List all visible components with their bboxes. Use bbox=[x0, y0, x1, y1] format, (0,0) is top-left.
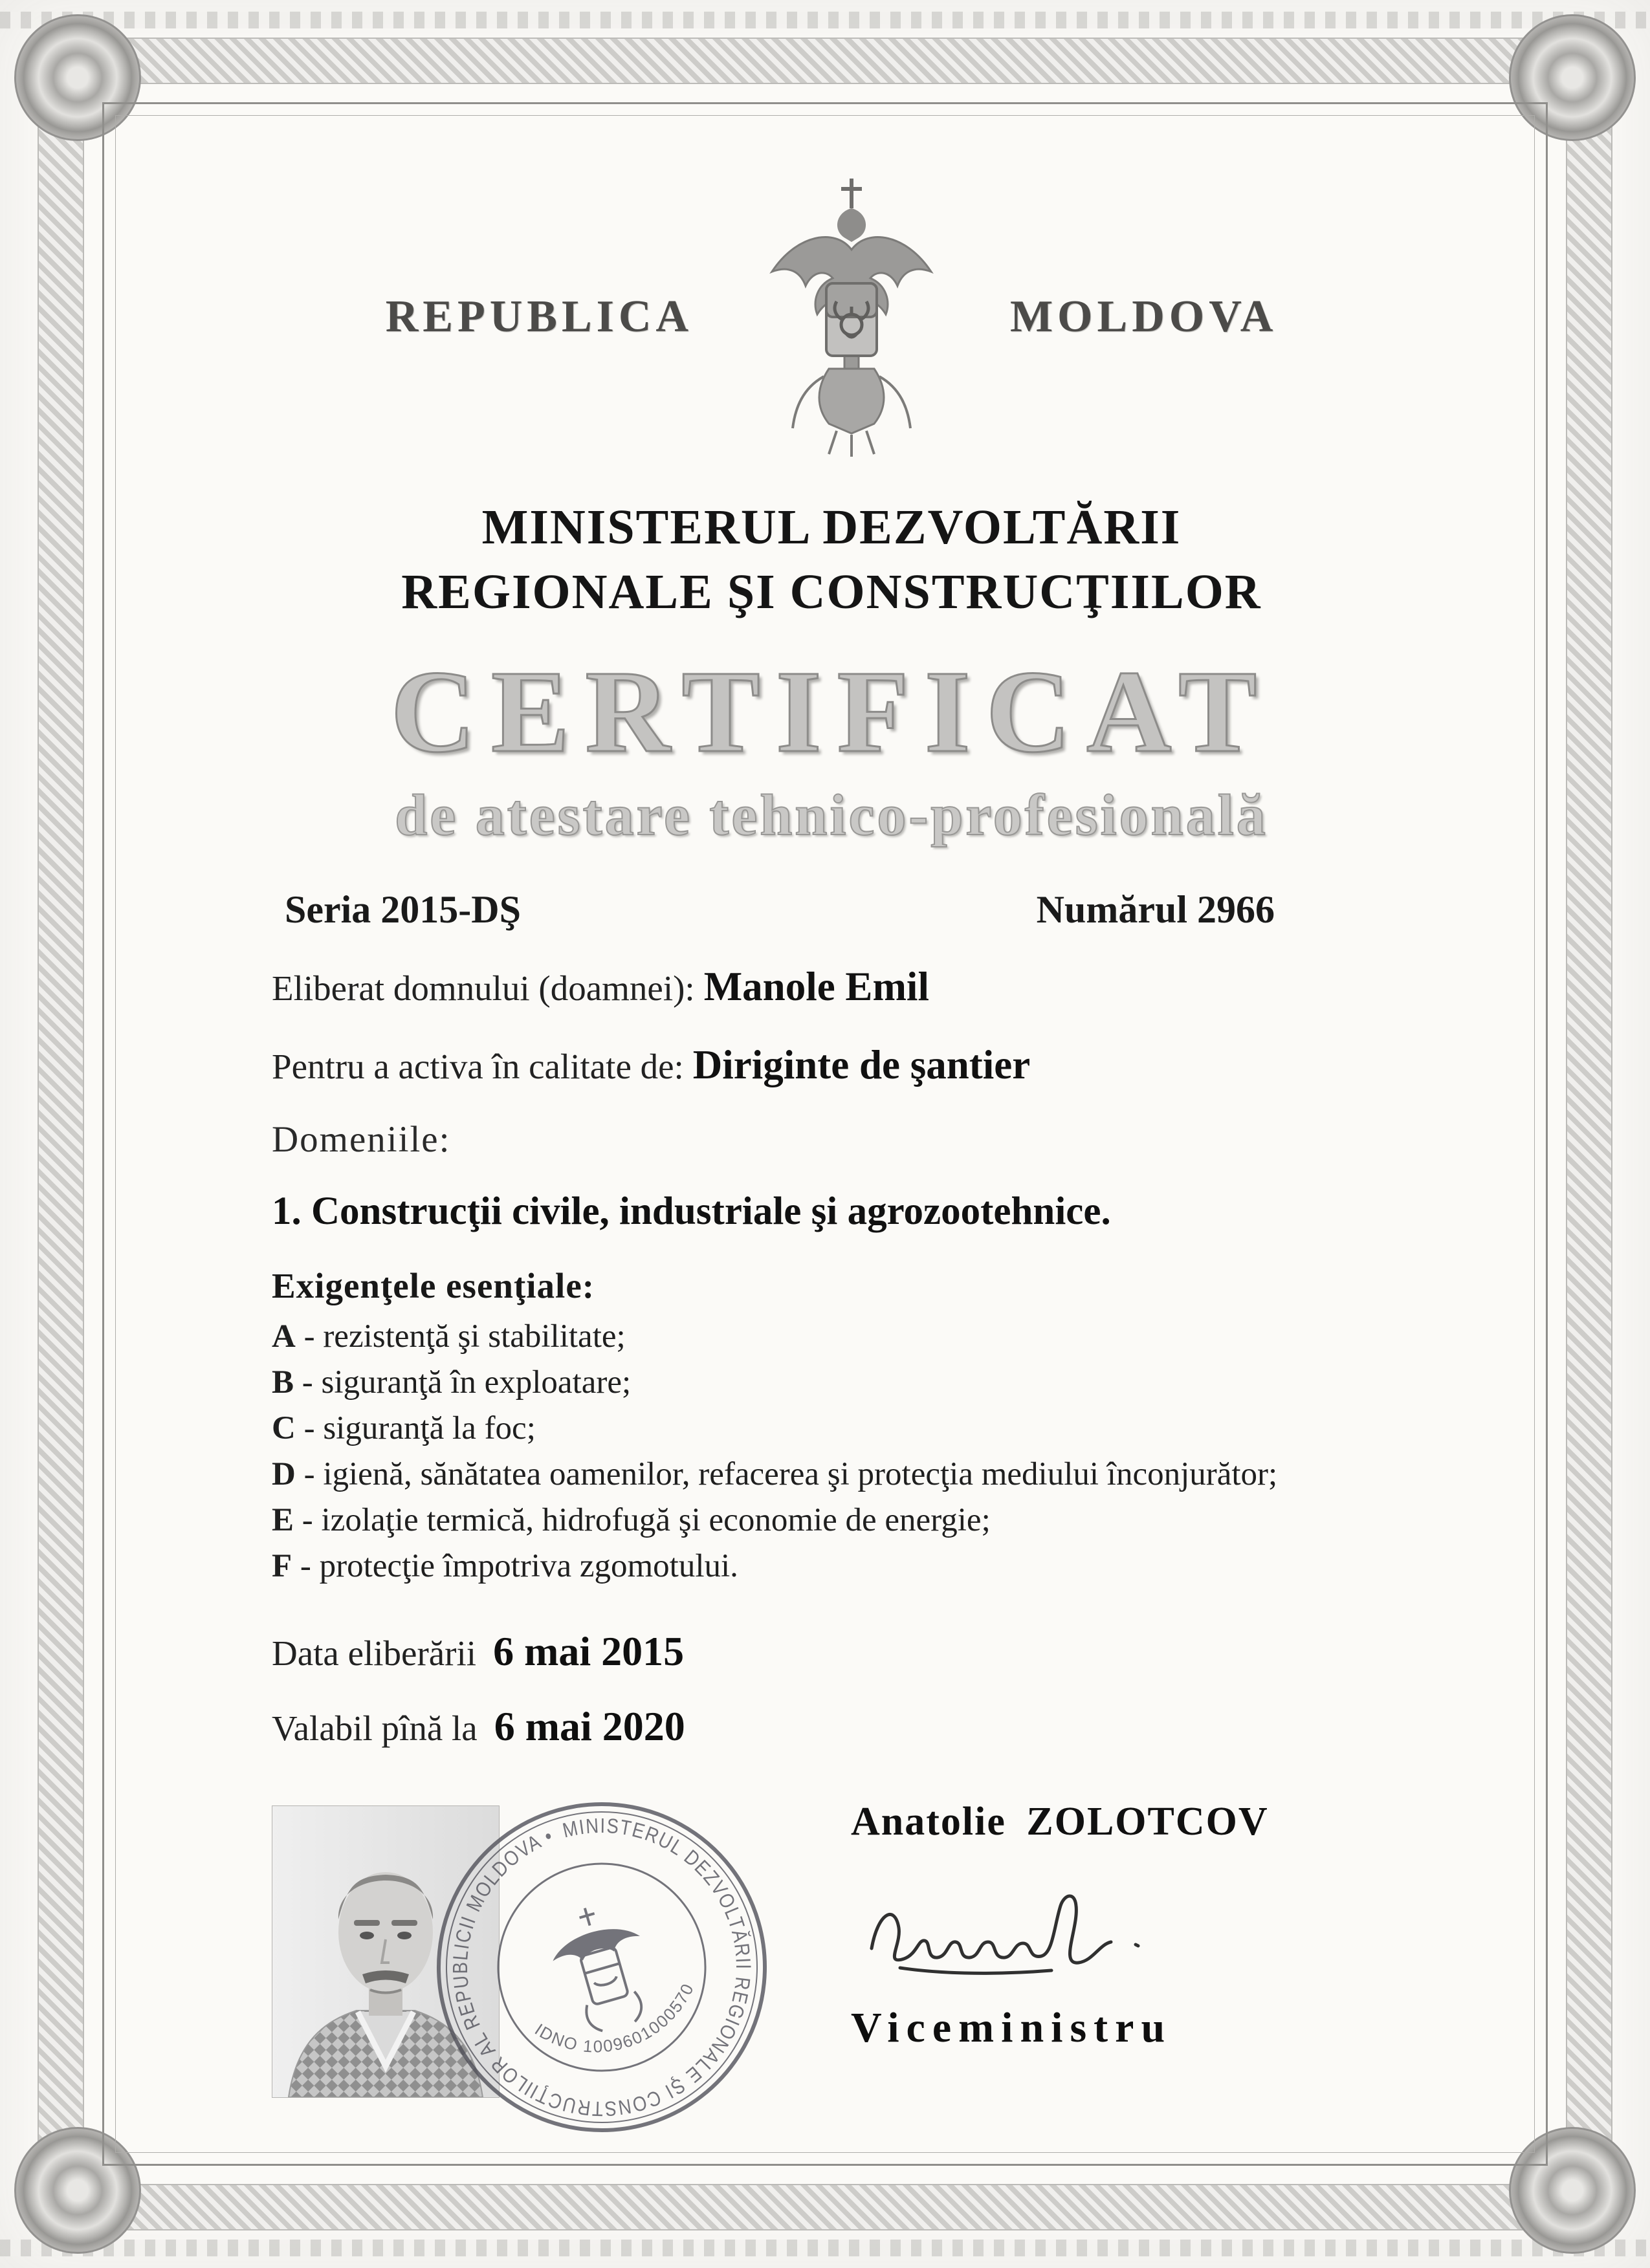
requirement-letter: C bbox=[272, 1410, 296, 1446]
requirement-item-d bbox=[272, 1456, 1430, 1493]
requirement-letter: B bbox=[272, 1364, 294, 1401]
issue-date-value: 6 mai 2015 bbox=[493, 1628, 685, 1674]
number-value: Numărul 2966 bbox=[1036, 888, 1275, 931]
requirement-text: - rezistenţă şi stabilitate; bbox=[295, 1318, 626, 1355]
requirement-item-f bbox=[272, 1547, 1430, 1585]
certificate-content bbox=[233, 149, 1430, 2187]
requirement-item-b bbox=[272, 1364, 1430, 1401]
certificate-title: CERTIFICAT bbox=[390, 646, 1273, 777]
capacity-row bbox=[233, 1041, 1430, 1089]
issued-to-name: Manole Emil bbox=[703, 963, 929, 1009]
requirement-text: - igienă, sănătatea oamenilor, refacerea şi protecţia mediului înconjurător; bbox=[295, 1456, 1278, 1492]
requirement-text: - siguranţă la foc; bbox=[295, 1410, 536, 1446]
requirement-text: - siguranţă în exploatare; bbox=[294, 1364, 632, 1401]
capacity-label: Pentru a activa în calitate de: bbox=[272, 1046, 684, 1086]
serial-row bbox=[233, 888, 1430, 932]
domain-item-1: 1. Construcţii civile, industriale şi agrozootehnice. bbox=[272, 1189, 1111, 1233]
border-band-right bbox=[1566, 38, 1612, 2230]
handwritten-signature bbox=[857, 1867, 1194, 1996]
stamp-idno-text: IDNO 1009601000570 bbox=[531, 1979, 698, 2056]
requirement-text: - protecţie împotriva zgomotului. bbox=[292, 1547, 738, 1584]
valid-until-label: Valabil pînă la bbox=[272, 1708, 478, 1748]
certificate-subtitle: de atestare tehnico-profesională bbox=[395, 783, 1268, 847]
border-band-bottom bbox=[38, 2184, 1612, 2230]
header-row bbox=[233, 175, 1430, 459]
issue-date-label: Data eliberării bbox=[272, 1633, 477, 1673]
capacity-value: Diriginte de şantier bbox=[692, 1041, 1031, 1087]
moldova-coat-of-arms-icon bbox=[764, 175, 939, 459]
signatory-name: Anatolie ZOLOTCOV bbox=[851, 1799, 1269, 1844]
issue-date-row bbox=[233, 1628, 1430, 1675]
stamp-ring-text: MINISTERUL DEZVOLTĂRII REGIONALE ŞI CONSTRUCŢIILOR AL REPUBLICII MOLDOVA • bbox=[448, 1813, 755, 2121]
requirement-item-a bbox=[272, 1318, 1430, 1355]
issued-to-label: Eliberat domnului (doamnei): bbox=[272, 968, 695, 1008]
country-name-right: MOLDOVA bbox=[1009, 292, 1278, 342]
edge-ornament-top bbox=[0, 12, 1650, 28]
requirements-list bbox=[233, 1318, 1430, 1585]
requirement-letter: F bbox=[272, 1547, 292, 1584]
requirement-letter: E bbox=[272, 1501, 294, 1538]
issued-to-row bbox=[233, 963, 1430, 1010]
bottom-section bbox=[233, 1799, 1430, 2187]
round-ministry-stamp bbox=[427, 1793, 776, 2142]
requirement-item-c bbox=[272, 1410, 1430, 1447]
edge-ornament-bottom bbox=[0, 2240, 1650, 2256]
requirement-text: - izolaţie termică, hidrofugă şi economie de energie; bbox=[294, 1501, 991, 1538]
requirement-letter: A bbox=[272, 1318, 296, 1355]
border-band-left bbox=[38, 38, 84, 2230]
border-band-top bbox=[38, 38, 1612, 84]
signatory-title: Viceministru bbox=[851, 2003, 1172, 2051]
domains-label: Domeniile: bbox=[272, 1118, 451, 1160]
country-name-left: REPUBLICA bbox=[385, 292, 693, 342]
requirement-item-e bbox=[272, 1501, 1430, 1539]
valid-until-row bbox=[233, 1703, 1430, 1750]
ministry-name bbox=[233, 495, 1430, 625]
valid-until-value: 6 mai 2020 bbox=[494, 1703, 685, 1749]
requirement-letter: D bbox=[272, 1456, 296, 1492]
requirements-label: Exigenţele esenţiale: bbox=[272, 1265, 595, 1305]
svg-text:IDNO 1009601000570 bbox=[528, 1976, 709, 2076]
signature-block bbox=[851, 1799, 1433, 2053]
ministry-line2: REGIONALE ŞI CONSTRUCŢIILOR bbox=[401, 565, 1262, 620]
series-value: Seria 2015-DŞ bbox=[285, 888, 521, 931]
ministry-line1: MINISTERUL DEZVOLTĂRII bbox=[481, 500, 1182, 554]
